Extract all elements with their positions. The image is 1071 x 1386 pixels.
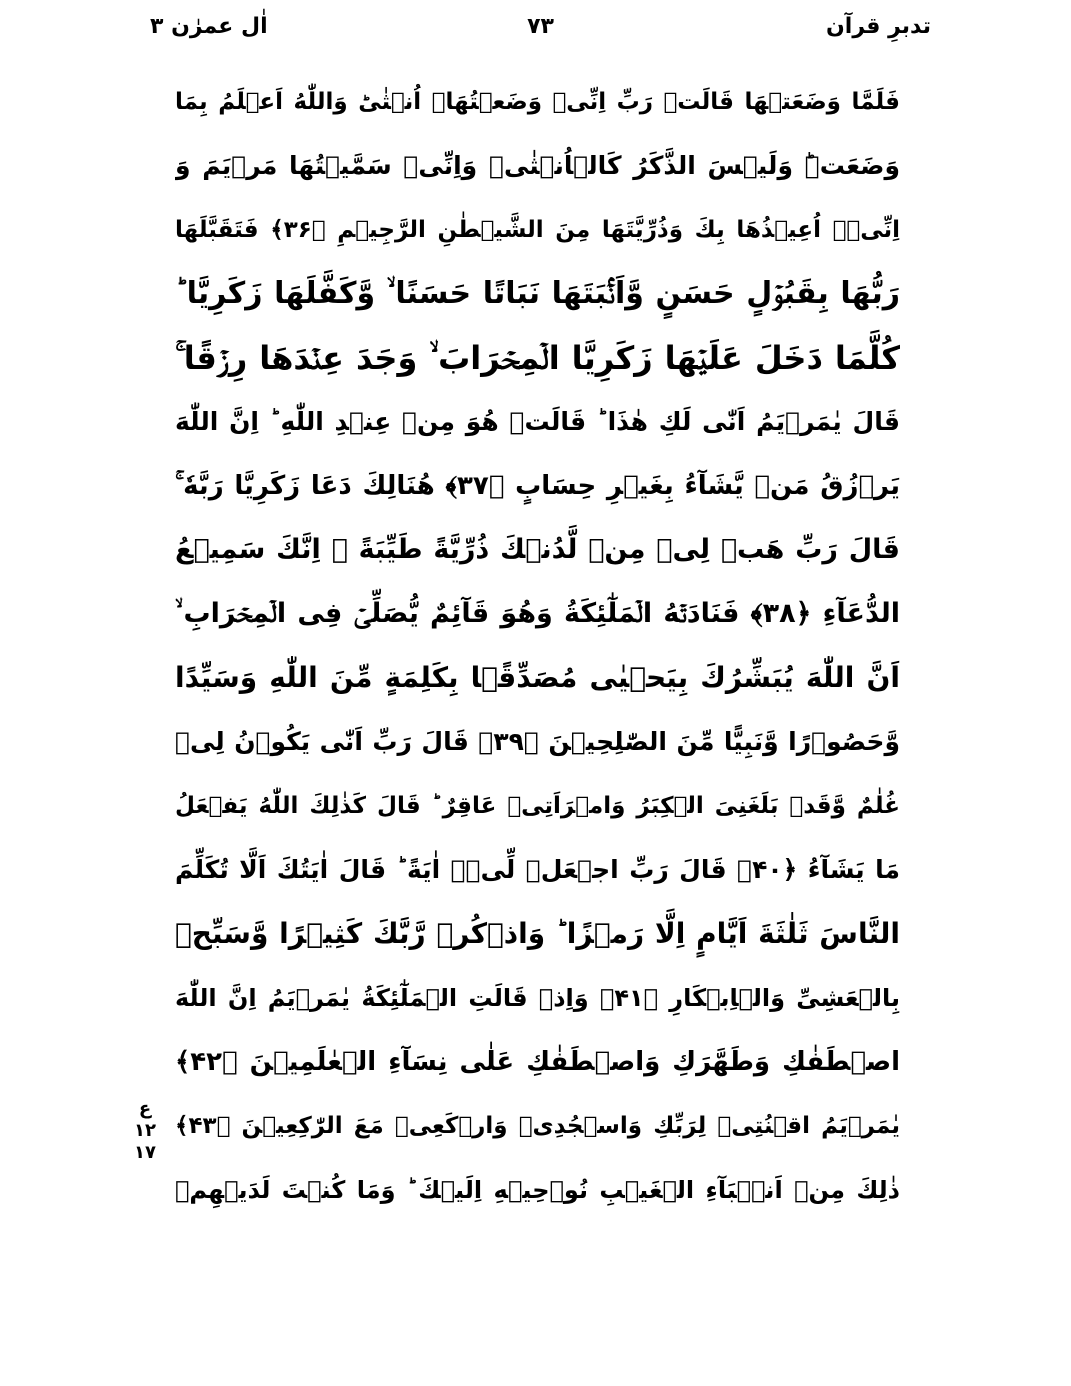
verse-line: الدُّعَآءِ ﴿۳۸﴾ فَنَادَتۡهُ الۡمَلٰٓئِكَةُ وَهُوَ قَآئِمٌ یُّصَلِّیۡ فِی الۡمِحۡرَابِ ۙ	[175, 598, 900, 629]
verse-line: یٰمَرۡیَمُ اقۡنُتِیۡ لِرَبِّكِ وَاسۡجُدِیۡ وَارۡكَعِیۡ مَعَ الرّٰكِعِیۡنَ ﴿۴۳﴾	[175, 1113, 900, 1139]
verse-line: یَرۡزُقُ مَنۡ یَّشَآءُ بِغَیۡرِ حِسَابٍ ﴿۳۷﴾ هُنَالِكَ دَعَا زَكَرِیَّا رَبَّهٗ ۚ	[175, 471, 900, 501]
verse-line: اِنِّیۡۤ اُعِیۡذُهَا بِكَ وَذُرِّیَّتَهَا مِنَ الشَّیۡطٰنِ الرَّجِیۡمِ ﴿۳۶﴾ فَتَقَبَّلَهَا	[175, 217, 900, 243]
verse-line: وَّحَصُوۡرًا وَّنَبِیًّا مِّنَ الصّٰلِحِیۡنَ ﴿۳۹﴾ قَالَ رَبِّ اَنّٰی یَكُوۡنُ لِیۡ	[175, 727, 900, 756]
ruku-margin-mark: ع ۱۲ ۱۷	[134, 1098, 156, 1163]
page-number: ۷۳	[527, 14, 554, 39]
verse-line: كُلَّمَا دَخَلَ عَلَیۡهَا زَكَرِیَّا الۡمِحۡرَابَ ۙ وَجَدَ عِنۡدَهَا رِزۡقًا ۚ	[175, 339, 900, 377]
verse-line: فَلَمَّا وَضَعَتۡهَا قَالَتۡ رَبِّ اِنِّیۡ وَضَعۡتُهَاۤ اُنۡثٰیؕ وَاللّٰهُ اَعۡلَمُ بِمَا	[175, 89, 900, 115]
book-title: تدبرِ قرآن	[826, 14, 931, 39]
page-header	[150, 8, 931, 48]
verse-line: رَبُّهَا بِقَبُوۡلٍ حَسَنٍ وَّاَنۡۢبَتَهَا نَبَاتًا حَسَنًا ۙ وَّكَفَّلَهَا زَكَرِیَّا ؕ	[175, 276, 900, 311]
surah-label: اٰل عمرٰن ۳	[150, 14, 268, 39]
verse-line: اصۡطَفٰكِ وَطَهَّرَكِ وَاصۡطَفٰكِ عَلٰی نِسَآءِ الۡعٰلَمِیۡنَ ﴿۴۲﴾	[175, 1047, 900, 1077]
verse-line: اَنَّ اللّٰهَ یُبَشِّرُكَ بِیَحۡیٰی مُصَدِّقًۢا بِكَلِمَةٍ مِّنَ اللّٰهِ وَسَیِّدًا	[175, 661, 900, 694]
verse-line: مَا یَشَآءُ ﴿۴۰﴾ قَالَ رَبِّ اجۡعَلۡ لِّیۡۤ اٰیَةً ؕ قَالَ اٰیَتُكَ اَلَّا تُكَلِّمَ	[175, 855, 900, 884]
verse-line: بِالۡعَشِیِّ وَالۡاِبۡكَارِ ﴿۴۱﴾ وَاِذۡ قَالَتِ الۡمَلٰٓئِكَةُ یٰمَرۡیَمُ اِنَّ اللّٰهَ	[175, 984, 900, 1012]
verse-line: النَّاسَ ثَلٰثَةَ اَیَّامٍ اِلَّا رَمۡزًا ؕ وَاذۡكُرۡ رَّبَّكَ كَثِیۡرًا وَّسَبِّحۡ	[175, 917, 900, 950]
verse-line: قَالَ رَبِّ هَبۡ لِیۡ مِنۡ لَّدُنۡكَ ذُرِّیَّةً طَیِّبَةً ۚ اِنَّكَ سَمِیۡعُ	[175, 534, 900, 565]
verse-line: ذٰلِكَ مِنۡ اَنۡۢبَآءِ الۡغَیۡبِ نُوۡحِیۡهِ اِلَیۡكَ ؕ وَمَا كُنۡتَ لَدَیۡهِمۡ	[175, 1176, 900, 1204]
verse-text-block	[175, 70, 900, 1222]
verse-line: غُلٰمٌ وَّقَدۡ بَلَغَنِیَ الۡكِبَرُ وَامۡرَاَتِیۡ عَاقِرٌ ؕ قَالَ كَذٰلِكَ اللّٰهُ یَفۡعَلُ	[175, 793, 900, 819]
verse-line: قَالَ یٰمَرۡیَمُ اَنّٰی لَكِ هٰذَا ؕ قَالَتۡ هُوَ مِنۡ عِنۡدِ اللّٰهِ ؕ اِنَّ اللّٰهَ	[175, 407, 900, 436]
verse-line: وَضَعَتۡؕ وَلَیۡسَ الذَّكَرُ كَالۡاُنۡثٰیۚ وَاِنِّیۡ سَمَّیۡتُهَا مَرۡیَمَ وَ	[175, 151, 900, 180]
